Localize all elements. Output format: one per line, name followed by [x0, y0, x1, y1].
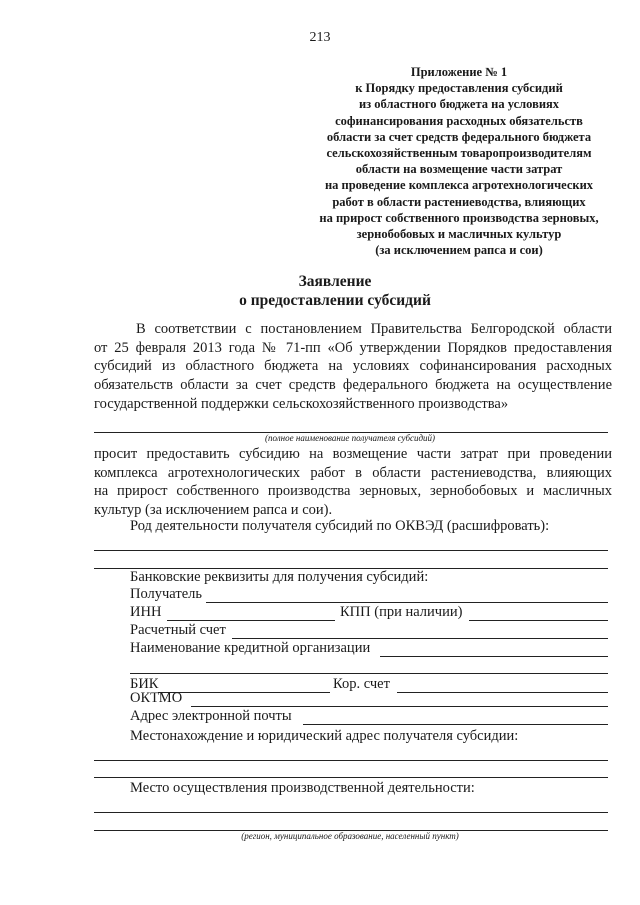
appendix-line: области за счет средств федерального бюджета [326, 129, 592, 144]
appendix-line: Приложение № 1 [410, 65, 508, 79]
appendix-line: сельскохозяйственным товаропроизводителям [326, 146, 592, 161]
credit-org-field[interactable] [130, 673, 608, 674]
kpp-label: КПП (при наличии) [340, 604, 463, 620]
corr-account-field[interactable] [397, 692, 608, 693]
paragraph-line: культур (за исключением рапса и сои). [94, 502, 333, 519]
paragraph-line: В соответствии с постановлением Правительства Белгородской области [136, 321, 612, 337]
paragraph-line: государственной поддержки сельскохозяйственного производства» [94, 395, 509, 412]
credit-org-field[interactable] [380, 656, 608, 657]
account-label: Расчетный счет [130, 622, 226, 638]
recipient-field[interactable] [206, 602, 608, 603]
appendix-line: (за исключением рапса и сои) [375, 243, 543, 258]
okved-label: Род деятельности получателя субсидий по ОКВЭД (расшифровать): [130, 518, 550, 534]
appendix-line: на прирост собственного производства зерновых, [319, 210, 599, 225]
appendix-line: области на возмещение части затрат [355, 162, 563, 177]
recipient-label: Получатель [130, 586, 202, 602]
activity-place-label: Место осуществления производственной деятельности: [130, 780, 475, 796]
appendix-line: к Порядку предоставления субсидий [355, 81, 563, 96]
paragraph-line: на прирост собственного производства зерновых, зернобобовых и масличных [94, 483, 612, 500]
request-paragraph [94, 445, 612, 520]
appendix-line: софинансирования расходных обязательств [335, 113, 583, 128]
appendix-line: на проведение комплекса агротехнологических [324, 178, 594, 193]
paragraph-line: от 25 февраля 2013 года № 71-пп «Об утверждении Порядков предоставления [94, 339, 612, 356]
document-title: Заявление [298, 273, 372, 290]
appendix-line: работ в области растениеводства, влияющих [332, 194, 586, 209]
bik-label: БИК [130, 676, 159, 692]
paragraph-line: субсидий из областного бюджета на условиях софинансирования расходных [94, 358, 612, 375]
account-field[interactable] [232, 638, 608, 639]
address-field-line[interactable] [94, 760, 608, 761]
bank-details-heading: Банковские реквизиты для получения субсидий: [130, 569, 429, 585]
region-caption: (регион, муниципальное образование, населенный пункт) [241, 831, 459, 841]
address-label: Местонахождение и юридический адрес получателя субсидии: [130, 728, 519, 744]
document-subtitle: о предоставлении субсидий [239, 292, 431, 309]
oktmo-label: ОКТМО [130, 690, 183, 706]
bik-field[interactable] [158, 692, 330, 693]
credit-org-label: Наименование кредитной организации [130, 640, 371, 656]
email-field[interactable] [303, 724, 608, 725]
inn-label: ИНН [130, 604, 162, 620]
recipient-caption: (полное наименование получателя субсидий) [264, 433, 435, 443]
paragraph-line: комплекса агротехнологических работ в области растениеводства, влияющих [94, 464, 612, 481]
activity-place-line[interactable] [94, 812, 608, 813]
appendix-line: из областного бюджета на условиях [358, 97, 560, 112]
page-number: 213 [309, 30, 331, 45]
oktmo-field[interactable] [191, 706, 608, 707]
appendix-line: зернобобовых и масличных культур [356, 227, 562, 242]
inn-field[interactable] [167, 620, 335, 621]
okved-field-line[interactable] [94, 550, 608, 551]
corr-account-label: Кор. счет [333, 676, 390, 692]
intro-paragraph [94, 320, 612, 413]
paragraph-line: обязательств области за счет средств федерального бюджета на осуществление [94, 377, 612, 394]
appendix-header [300, 64, 618, 258]
address-field-line[interactable] [94, 777, 608, 778]
kpp-field[interactable] [469, 620, 608, 621]
email-label: Адрес электронной почты [130, 708, 292, 724]
paragraph-line: просит предоставить субсидию на возмещение части затрат при проведении [94, 446, 612, 462]
